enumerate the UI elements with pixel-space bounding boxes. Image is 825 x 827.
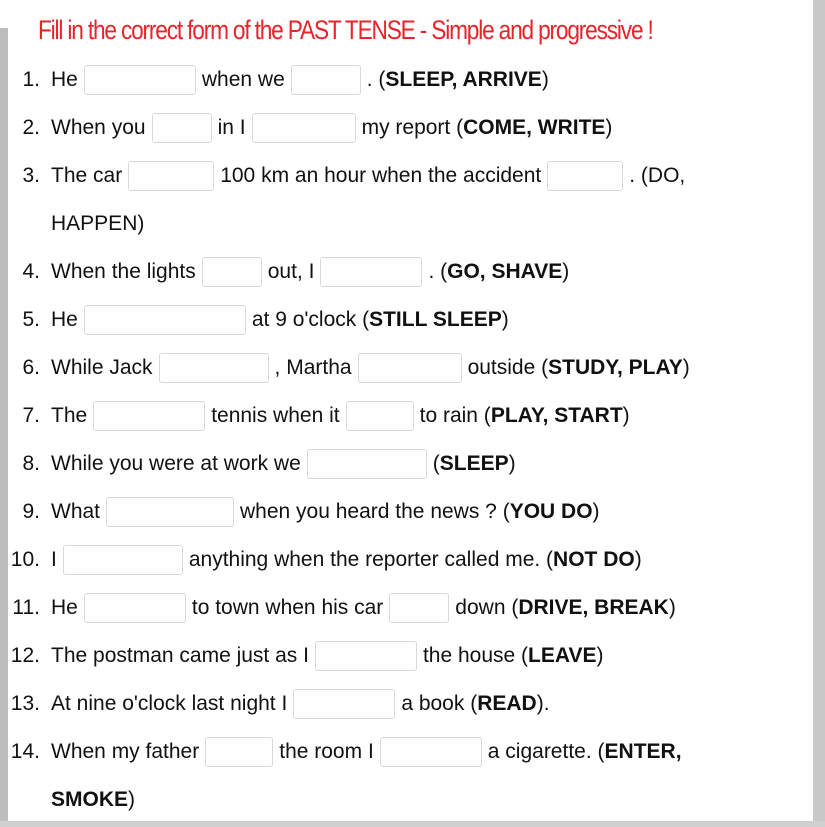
- item-text: . (: [366, 68, 386, 91]
- item-text: ): [622, 404, 630, 427]
- item-text: The: [51, 404, 88, 427]
- item-text: the house (: [422, 644, 529, 667]
- item-text: anything when the reporter called me. (: [188, 548, 554, 571]
- answer-blank[interactable]: [205, 737, 273, 767]
- item-text: down (: [455, 596, 519, 619]
- exercise-item-11: [0, 592, 676, 624]
- item-text: tennis when it: [211, 404, 340, 427]
- item-number: 6.: [22, 356, 40, 379]
- item-text: When my father: [51, 740, 200, 763]
- exercise-item-6: [0, 352, 690, 384]
- exercise-item-14: [0, 736, 682, 768]
- item-text: to rain (: [419, 404, 491, 427]
- item-text: , Martha: [274, 356, 352, 379]
- item-number: 11.: [12, 596, 40, 619]
- answer-blank[interactable]: [84, 305, 246, 335]
- verb-hint: SLEEP: [439, 452, 509, 475]
- item-text: ): [605, 116, 613, 139]
- exercise-item-3: [0, 160, 685, 192]
- answer-blank[interactable]: [202, 257, 262, 287]
- answer-blank[interactable]: [63, 545, 183, 575]
- item-text: to town when his car: [191, 596, 384, 619]
- verb-hint: READ: [477, 692, 537, 715]
- item-text: He: [51, 596, 78, 619]
- item-text: . (: [428, 260, 448, 283]
- item-number: 9.: [22, 500, 40, 523]
- exercise-item-2: [0, 112, 612, 144]
- exercise-item-8: [0, 448, 516, 480]
- right-border: [813, 0, 825, 827]
- item-number: 2.: [22, 116, 40, 139]
- verb-hint: SLEEP, ARRIVE: [385, 68, 542, 91]
- item-text: When the lights: [51, 260, 196, 283]
- item-text: ).: [536, 692, 550, 715]
- exercise-item-7: [0, 400, 630, 432]
- item-text: when we: [201, 68, 285, 91]
- item-text: . (DO,: [629, 164, 686, 187]
- answer-blank[interactable]: [152, 113, 212, 143]
- item-text: While you were at work we: [51, 452, 301, 475]
- answer-blank[interactable]: [252, 113, 356, 143]
- item-text: ): [508, 452, 516, 475]
- item-text: my report (: [361, 116, 464, 139]
- item-text: The postman came just as I: [51, 644, 309, 667]
- item-text: at 9 o'clock (: [251, 308, 370, 331]
- verb-hint: STUDY, PLAY: [548, 356, 683, 379]
- item-text: What: [51, 500, 101, 523]
- verb-hint: GO, SHAVE: [447, 260, 563, 283]
- item-number: 8.: [22, 452, 40, 475]
- exercise-item-13: [0, 688, 550, 720]
- verb-hint: COME, WRITE: [463, 116, 606, 139]
- answer-blank[interactable]: [84, 593, 186, 623]
- item-text: ): [562, 260, 570, 283]
- answer-blank[interactable]: [307, 449, 427, 479]
- item-text: when you heard the news ? (: [240, 500, 510, 523]
- item-text: ): [682, 356, 690, 379]
- item-number: 12.: [10, 644, 40, 667]
- verb-hint: SMOKE: [51, 788, 129, 811]
- item-text: ): [501, 308, 509, 331]
- item-3-continuation: HAPPEN): [51, 212, 145, 235]
- item-text: ): [128, 788, 136, 811]
- bottom-border: [0, 821, 825, 827]
- answer-blank[interactable]: [293, 689, 395, 719]
- verb-hint: PLAY, START: [490, 404, 623, 427]
- exercise-item-5: [0, 304, 509, 336]
- answer-blank[interactable]: [346, 401, 414, 431]
- exercise-item-10: [0, 544, 642, 576]
- answer-blank[interactable]: [380, 737, 482, 767]
- answer-blank[interactable]: [93, 401, 205, 431]
- item-text: While Jack: [51, 356, 153, 379]
- answer-blank[interactable]: [128, 161, 214, 191]
- answer-blank[interactable]: [315, 641, 417, 671]
- item-text: the room I: [279, 740, 374, 763]
- item-text: a book (: [401, 692, 478, 715]
- answer-blank[interactable]: [291, 65, 361, 95]
- item-text: in I: [217, 116, 246, 139]
- item-number: 1.: [22, 68, 40, 91]
- exercise-item-1: [0, 64, 549, 96]
- verb-hint: NOT DO: [553, 548, 635, 571]
- item-14-continuation: [51, 784, 135, 816]
- verb-hint: LEAVE: [528, 644, 597, 667]
- item-number: 13.: [10, 692, 40, 715]
- answer-blank[interactable]: [159, 353, 269, 383]
- answer-blank[interactable]: [320, 257, 422, 287]
- exercise-item-4: [0, 256, 569, 288]
- item-text: outside (: [467, 356, 549, 379]
- item-number: 3.: [22, 164, 40, 187]
- item-text: ): [541, 68, 549, 91]
- answer-blank[interactable]: [547, 161, 623, 191]
- item-number: 7.: [22, 404, 40, 427]
- item-text: 100 km an hour when the accident: [220, 164, 542, 187]
- answer-blank[interactable]: [84, 65, 196, 95]
- item-number: 5.: [22, 308, 40, 331]
- verb-hint: ENTER,: [604, 740, 682, 763]
- verb-hint: STILL SLEEP: [369, 308, 502, 331]
- item-text: At nine o'clock last night I: [51, 692, 288, 715]
- exercise-item-9: [0, 496, 600, 528]
- item-text: The car: [51, 164, 123, 187]
- item-text: ): [634, 548, 642, 571]
- verb-hint: YOU DO: [509, 500, 593, 523]
- item-number: 4.: [22, 260, 40, 283]
- answer-blank[interactable]: [358, 353, 462, 383]
- item-text: a cigarette. (: [487, 740, 605, 763]
- worksheet-title: Fill in the correct form of the PAST TENSE - Simple and progressive !: [38, 15, 653, 45]
- item-text: (: [432, 452, 440, 475]
- item-text: ): [592, 500, 600, 523]
- item-text: ): [668, 596, 676, 619]
- item-text: He: [51, 308, 78, 331]
- verb-hint: DRIVE, BREAK: [518, 596, 669, 619]
- exercise-item-12: [0, 640, 604, 672]
- item-text: I: [51, 548, 57, 571]
- item-number: 14.: [10, 740, 40, 763]
- item-text: He: [51, 68, 78, 91]
- answer-blank[interactable]: [106, 497, 234, 527]
- item-text: ): [596, 644, 604, 667]
- answer-blank[interactable]: [389, 593, 449, 623]
- item-number: 10.: [10, 548, 40, 571]
- item-text: When you: [51, 116, 146, 139]
- item-text: out, I: [267, 260, 315, 283]
